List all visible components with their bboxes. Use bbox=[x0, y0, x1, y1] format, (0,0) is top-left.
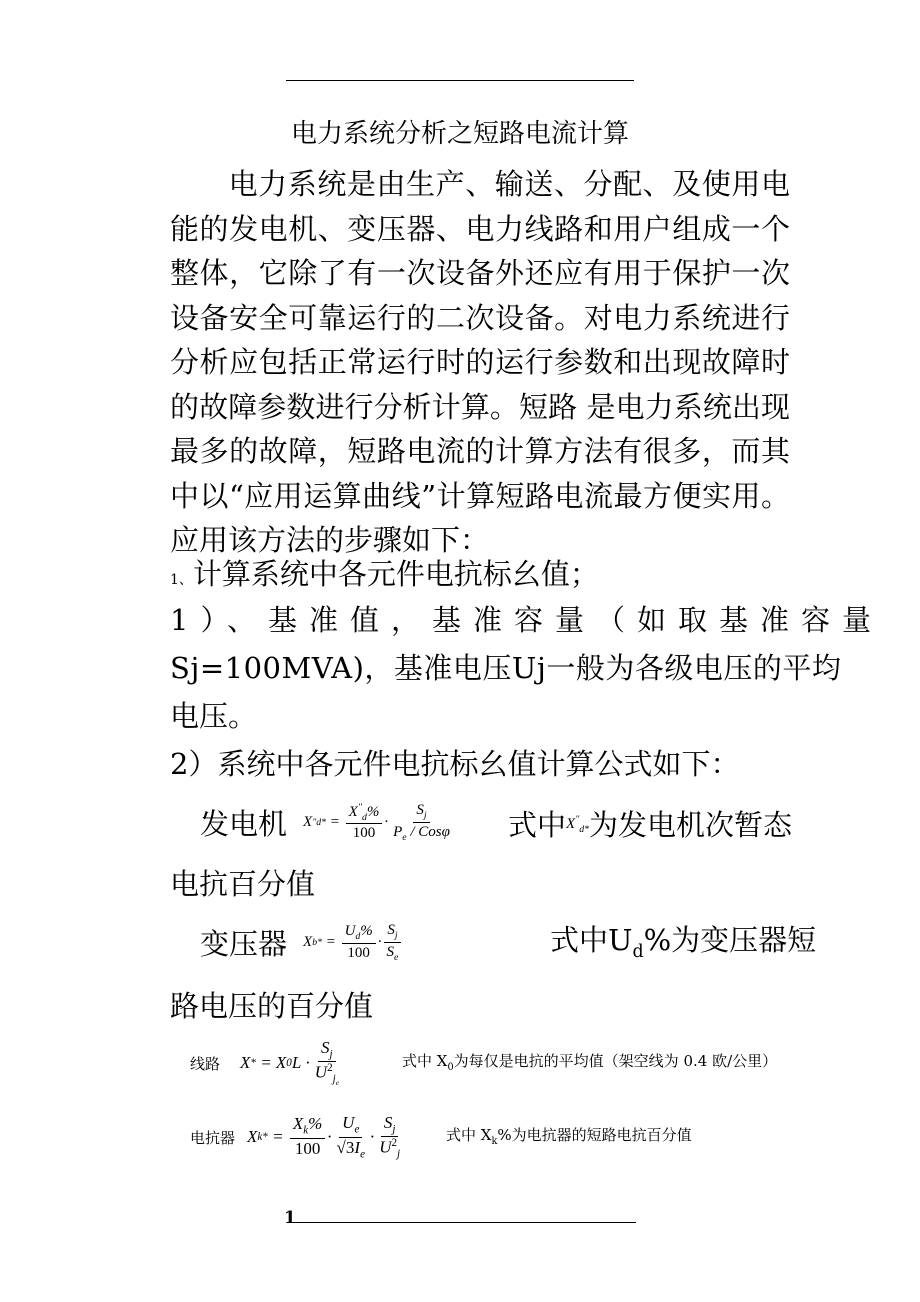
fraction: $\frac{S_j}{U^2_{j_e}}$ bbox=[314, 1037, 339, 1088]
fraction: $\frac{X_k\%}{100}$ bbox=[290, 1114, 325, 1159]
transformer-desc-sub: d bbox=[632, 941, 644, 962]
reactor-formula: X k* = $\frac{X_k\%}{100}$ · $\frac{U_e}{√3I_e}$ · $\frac{S_j}{U^2_j}$ bbox=[247, 1113, 405, 1162]
transformer-label: 变压器 bbox=[200, 926, 288, 961]
transformer-cont: 路电压的百分值 bbox=[170, 989, 374, 1023]
generator-label: 发电机 bbox=[200, 806, 288, 841]
fraction: $\frac{X^"_d\%}{100}$ bbox=[346, 802, 383, 843]
line-desc-prefix: 式中 X bbox=[402, 1052, 448, 1070]
reactor-desc bbox=[446, 1124, 692, 1153]
transformer-desc bbox=[550, 920, 816, 972]
intro-paragraph bbox=[170, 162, 790, 563]
step-1 bbox=[170, 552, 599, 602]
fraction: $\frac{U_e}{√3I_e}$ bbox=[336, 1112, 365, 1160]
generator-row bbox=[200, 792, 455, 852]
reactor-desc-prefix: 式中 X bbox=[446, 1126, 492, 1144]
fraction: $\frac{S_j}{U^2_j}$ bbox=[379, 1112, 401, 1161]
document-title: 电力系统分析之短路电流计算 bbox=[290, 119, 629, 149]
transformer-formula: X b* = $\frac{U_d\%}{100}$ · $\frac{S_j}{S_e}$ bbox=[303, 921, 403, 963]
line-desc-sub: 0 bbox=[447, 1062, 454, 1073]
transformer-row bbox=[200, 912, 403, 972]
transformer-desc-prefix: 式中 bbox=[550, 923, 609, 957]
line-desc bbox=[402, 1050, 777, 1079]
transformer-desc-text: %为变压器短 bbox=[643, 923, 817, 957]
generator-cont: 电抗百分值 bbox=[170, 867, 316, 901]
line-desc-text: 为每仅是电抗的平均值（架空线为 0.4 欧/公里） bbox=[453, 1052, 778, 1070]
reactor-desc-text: %为电抗器的短路电抗百分值 bbox=[497, 1126, 692, 1144]
line-label: 线路 bbox=[190, 1054, 221, 1073]
line-formula: X * = X 0 L · $\frac{S_j}{U^2_{j_e}}$ bbox=[240, 1038, 344, 1089]
fraction: $\frac{S_j}{S_e}$ bbox=[384, 921, 402, 963]
line-row bbox=[190, 1034, 344, 1092]
generator-symbol: $X^"_{d*}$ bbox=[566, 814, 590, 835]
item-2: 2）系统中各元件电抗标幺值计算公式如下： bbox=[170, 747, 740, 781]
header-rule bbox=[286, 80, 634, 81]
step-1-text: 计算系统中各元件电抗标幺值； bbox=[192, 557, 599, 591]
reactor-label: 电抗器 bbox=[190, 1128, 236, 1147]
step-1-number: 1、 bbox=[170, 572, 193, 588]
fraction: $\frac{S_j}{P_e / Cos\varphi}$ bbox=[393, 801, 450, 843]
generator-desc-text: 为发电机次暂态 bbox=[589, 808, 793, 842]
page-number: 1 bbox=[284, 1208, 296, 1228]
generator-desc bbox=[508, 800, 792, 850]
item-1-line-1: 1）、基准值，基准容量（如取基准容量 bbox=[170, 603, 883, 637]
footer-rule bbox=[294, 1222, 636, 1223]
generator-formula: X " d* = $\frac{X^"_d\%}{100}$ · $\frac{S_j}{P_e / Cos\varphi}$ bbox=[303, 801, 455, 843]
intro-text: 电力系统是由生产、输送、分配、及使用电能的发电机、变压器、电力线路和用户组成一个整体，它除了有一次设备外还应有用于保护一次设备安全可靠运行的二次设备。对电力系统进行分析应包括正常运行时的运行参数和出现故障时的故障参数进行分析计算。短路 是电力系统出现最多的故障，短路电流的计算方法有很多，而其中以“应用运算曲线”计算短路电流最方便实用。应用该方法的步骤如下： bbox=[170, 167, 790, 557]
transformer-desc-u: U bbox=[608, 923, 633, 957]
generator-desc-prefix: 式中 bbox=[508, 808, 567, 842]
item-1-line-2: Sj=100MVA)，基准电压Uj一般为各级电压的平均 bbox=[170, 651, 842, 685]
reactor-row bbox=[190, 1108, 405, 1166]
reactor-desc-sub: k bbox=[491, 1136, 498, 1147]
fraction: $\frac{U_d\%}{100}$ bbox=[342, 922, 376, 962]
item-1-line-3: 电压。 bbox=[170, 699, 258, 733]
